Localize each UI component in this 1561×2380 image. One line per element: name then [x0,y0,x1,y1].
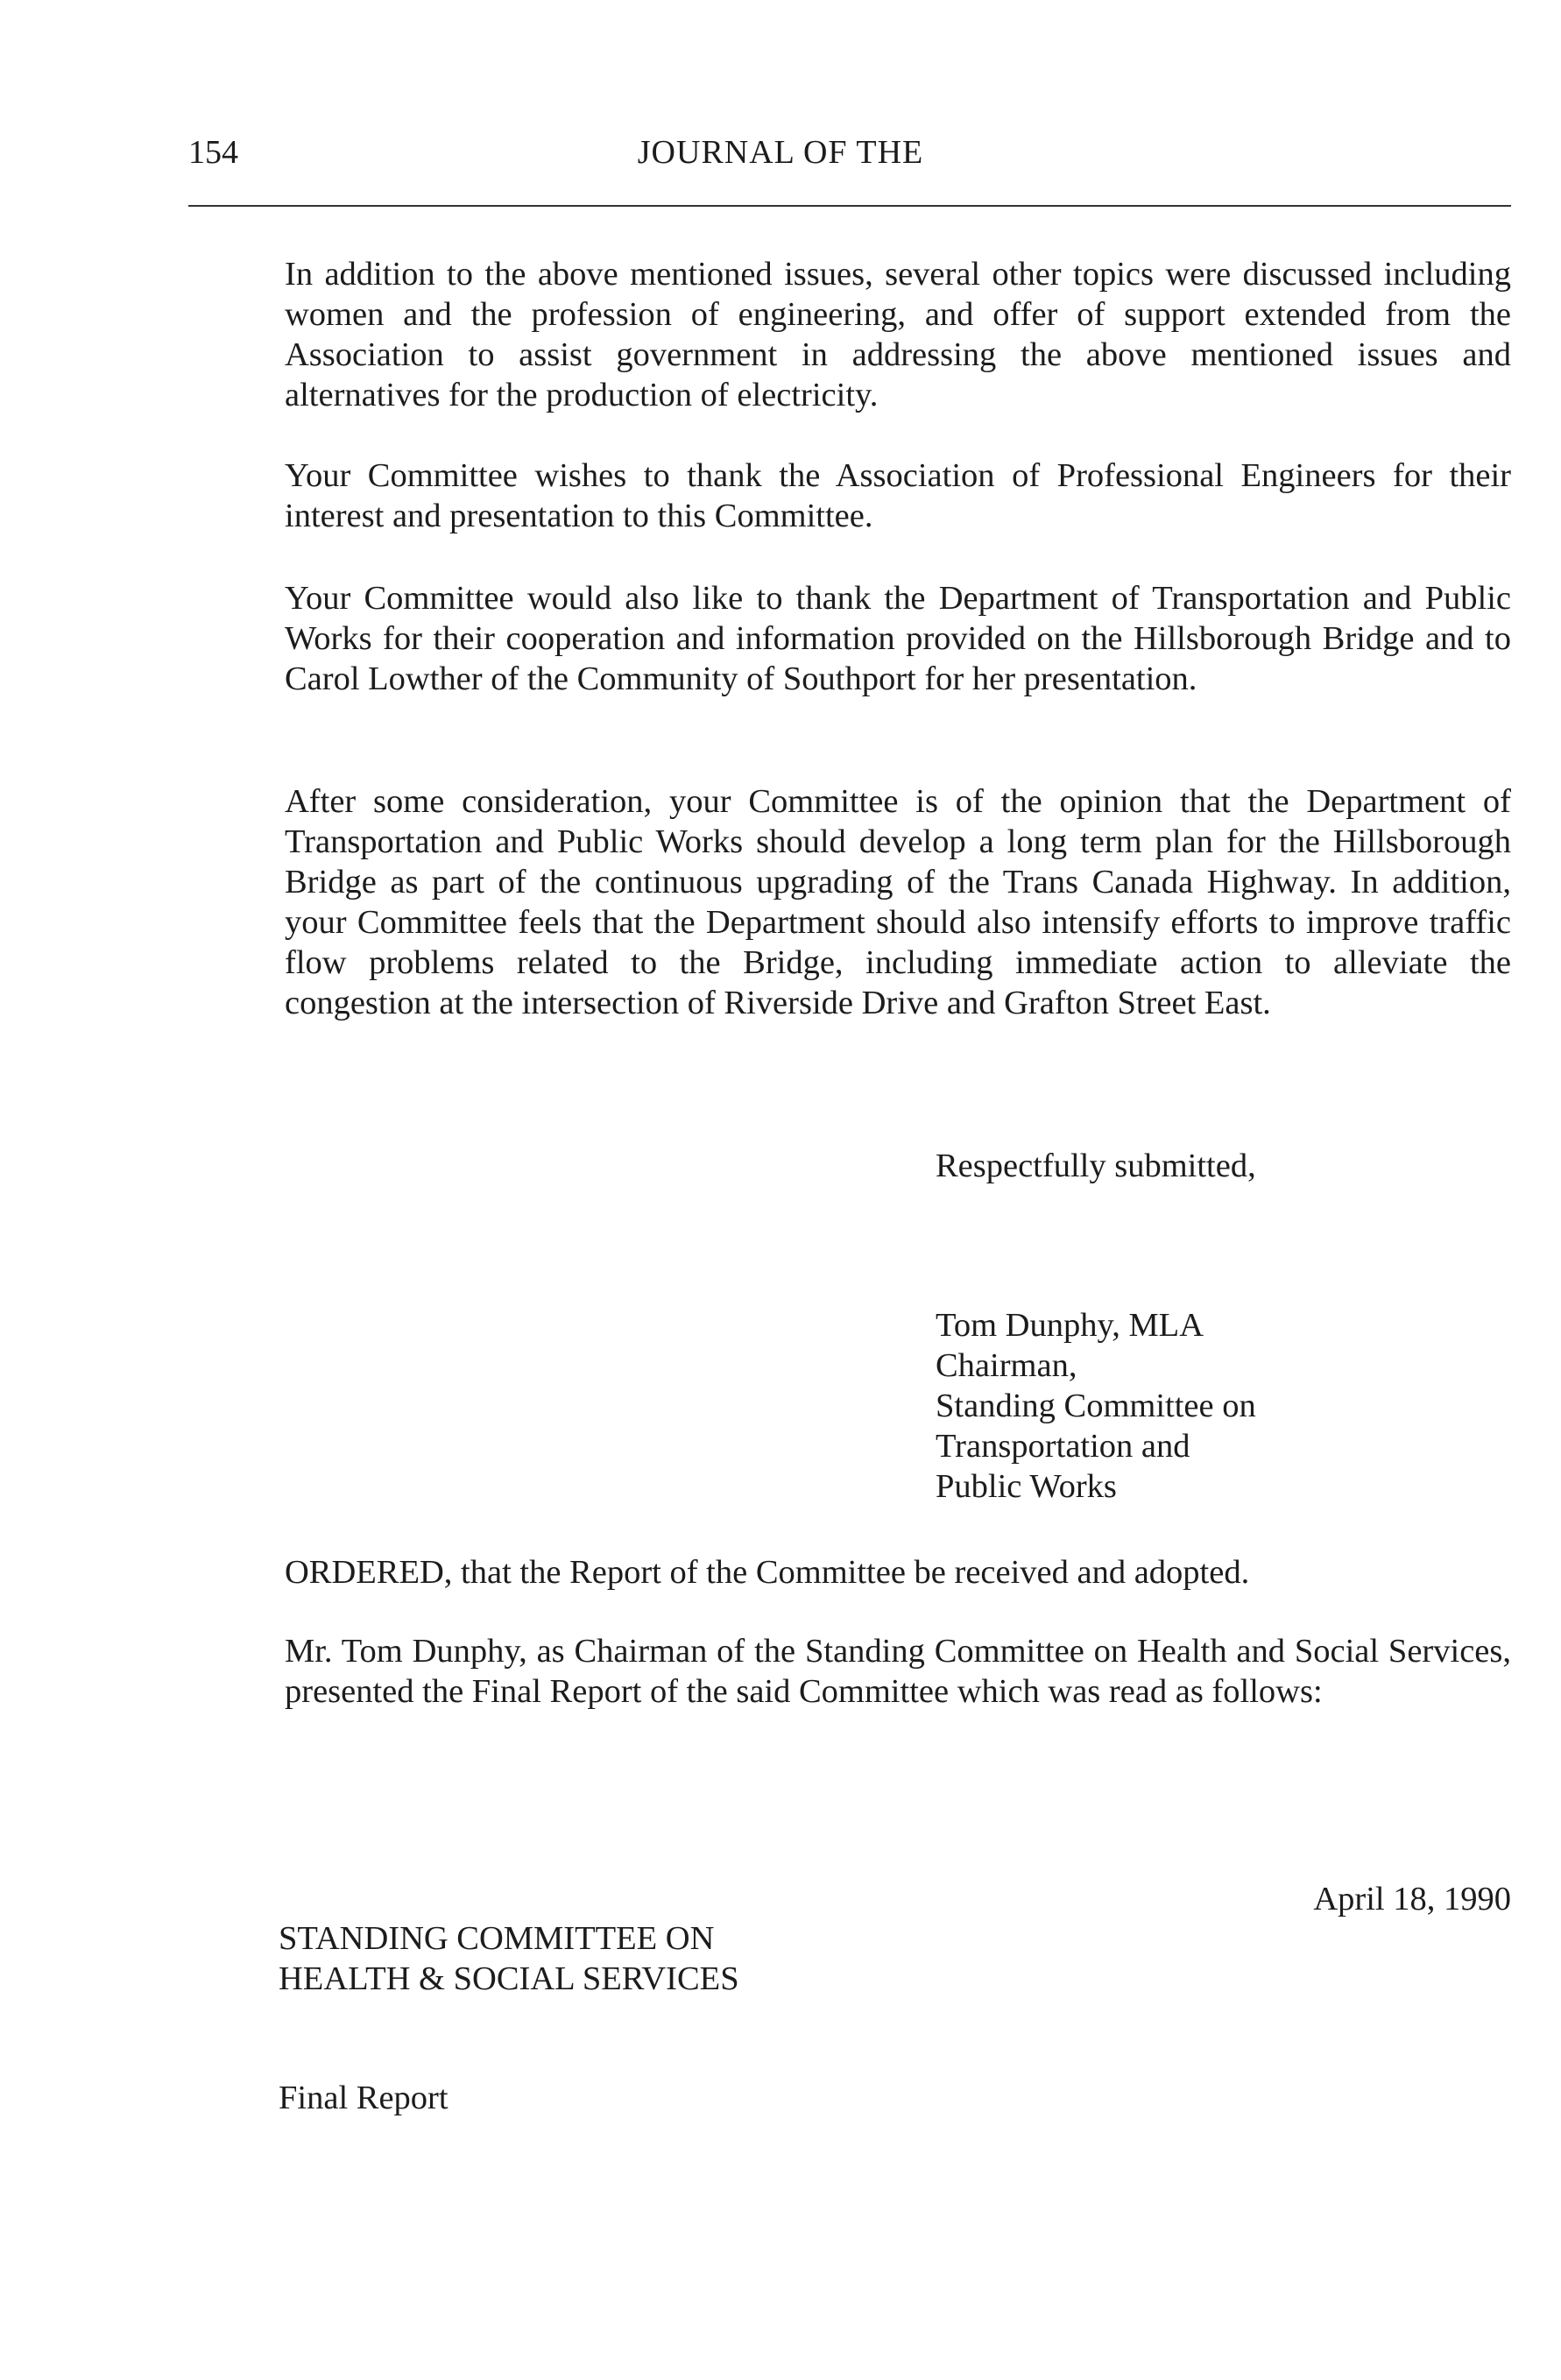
running-head: JOURNAL OF THE [637,134,924,171]
page-number: 154 [188,134,238,171]
report-heading-line1: STANDING COMMITTEE ON [279,1920,715,1957]
signature-block [936,1305,1256,1507]
paragraph-thanks-transportation: Your Committee would also like to thank the Department of Transportation and Public Works for their cooperation and information provided on the Hillsborough Bridge and to Carol Lowther of the Community of Southport for her presentation. [285,580,1511,697]
report-heading-line2: HEALTH & SOCIAL SERVICES [279,1960,739,1997]
signature-committee-line2: Transportation and [936,1428,1190,1465]
signature-committee-line1: Standing Committee on [936,1388,1256,1424]
signature-name: Tom Dunphy, MLA [936,1307,1204,1344]
report-heading [279,1918,739,1999]
header-rule [188,205,1511,207]
paragraph-thanks-engineers: Your Committee wishes to thank the Association of Professional Engineers for their interest and presentation to this Committee. [285,457,1511,534]
report-subtitle: Final Report [279,2080,449,2116]
ordered-statement: ORDERED, that the Report of the Committee be received and adopted. [285,1554,1250,1591]
paragraph-other-topics: In addition to the above mentioned issues, several other topics were discussed including women and the profession of engineering, and offer of support extended from the Association to assist government in addressing the above mentioned issues and alternatives for the production of electricity. [285,256,1511,413]
paragraph-opinion: After some consideration, your Committee is of the opinion that the Department of Transportation and Public Works should develop a long term plan for the Hillsborough Bridge as part of the continuous upgrading of the Trans Canada Highway. In addition, your Committee feels that the Department should also intensify efforts to improve traffic flow problems related to the Bridge, including immediate action to alleviate the congestion at the intersection of Riverside Drive and Grafton Street East. [285,783,1511,1021]
signature-title: Chairman, [936,1347,1077,1384]
signature-committee-line3: Public Works [936,1468,1117,1505]
report-date: April 18, 1990 [1313,1881,1511,1917]
presentation-paragraph: Mr. Tom Dunphy, as Chairman of the Standing Committee on Health and Social Services, presented the Final Report of the said Committee which was read as follows: [285,1633,1511,1710]
closing-line: Respectfully submitted, [936,1148,1256,1184]
